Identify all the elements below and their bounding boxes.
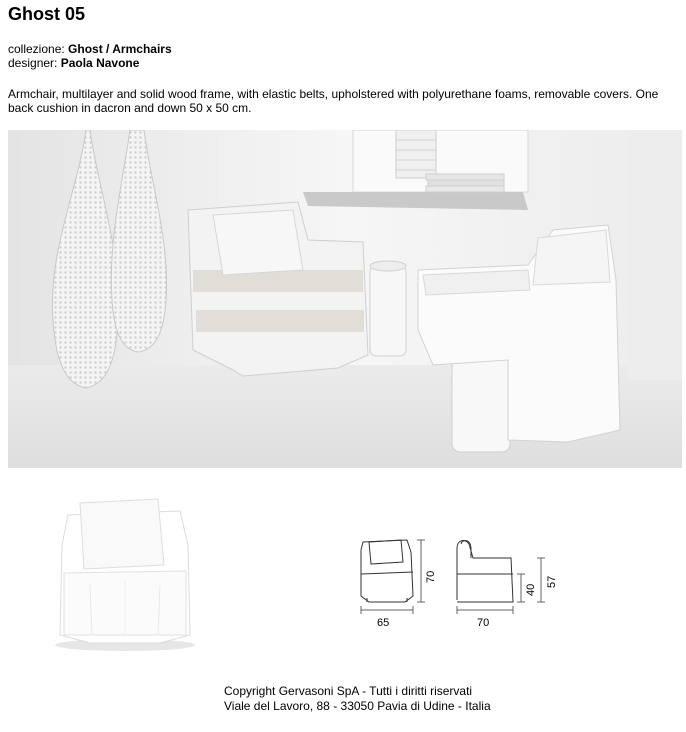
designer-line	[8, 56, 139, 70]
side-arm-height-label: 57	[546, 575, 558, 588]
collection-label: collezione:	[8, 42, 65, 56]
product-description: Armchair, multilayer and solid wood frame, with elastic belts, upholstered with polyurethane foams, removable covers. One back cushion in dacron and down 50 x 50 cm.	[8, 87, 659, 115]
page-title: Ghost 05	[8, 4, 86, 24]
collection-value: Ghost / Armchairs	[68, 42, 172, 56]
front-view-drawing	[361, 540, 425, 614]
lifestyle-photo	[8, 130, 682, 468]
front-height-label: 70	[425, 570, 437, 583]
address-line: Viale del Lavoro, 88 - 33050 Pavia di Udine - Italia	[224, 699, 491, 713]
designer-value: Paola Navone	[60, 56, 140, 70]
side-view-drawing	[457, 541, 545, 614]
side-depth-label: 70	[477, 617, 490, 629]
product-thumbnail	[40, 485, 210, 655]
footer	[224, 684, 491, 714]
collection-line	[8, 42, 172, 56]
side-seat-height-label: 40	[525, 583, 537, 596]
front-width-label: 65	[377, 617, 390, 629]
copyright-line: Copyright Gervasoni SpA - Tutti i diritti riservati	[224, 684, 473, 698]
designer-label: designer:	[8, 56, 58, 70]
technical-drawing	[297, 478, 597, 648]
